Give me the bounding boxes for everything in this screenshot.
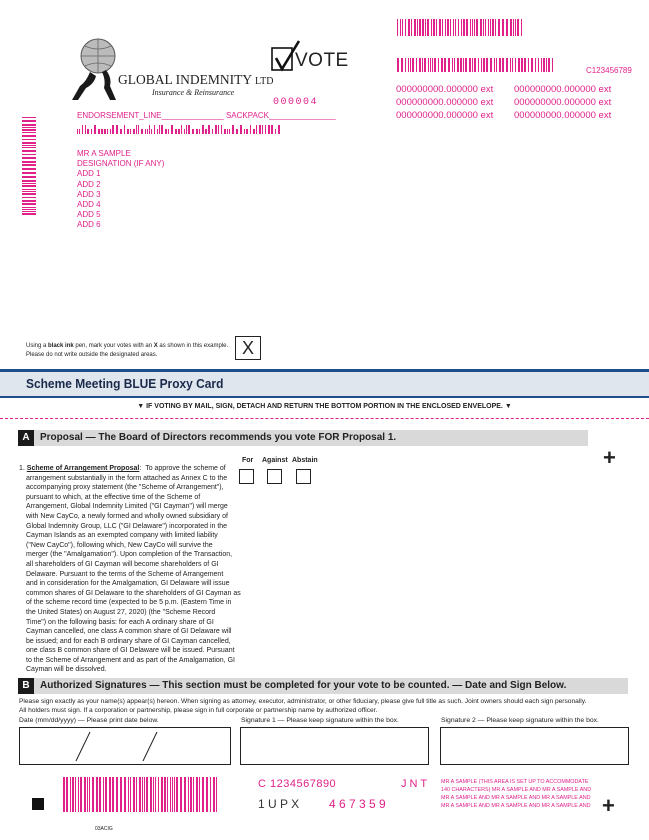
proposal-line: Time") on the following basis: for each A ordinary share of GI	[26, 618, 214, 626]
address-line: ADD 4	[77, 200, 101, 210]
vote-logo	[271, 40, 349, 74]
proposal-line: Delaware. Pursuant to the terms of the Scheme of Arrangement	[26, 570, 224, 578]
footer-control: C 1234567890	[258, 778, 337, 790]
address-line: ADD 5	[77, 210, 101, 220]
form-code: 03ACIG	[95, 826, 113, 832]
plus-mark-icon: +	[603, 445, 616, 470]
sequence-number: 000004	[273, 97, 319, 108]
address-line: DESIGNATION (IF ANY)	[77, 159, 165, 169]
section-b-letter: B	[18, 678, 34, 694]
down-triangle-icon: ▼	[504, 403, 512, 410]
ext-line: 000000000.000000 ext	[396, 110, 494, 121]
company-name: GLOBAL INDEMNITY	[118, 72, 252, 87]
against-checkbox[interactable]	[267, 469, 282, 484]
side-barcode	[22, 117, 36, 217]
ext-line: 000000000.000000 ext	[396, 97, 494, 108]
control-code: C123456789	[586, 66, 632, 75]
signature-instructions: Please sign exactly as your name(s) appear(s) hereon. When signing as attorney, executor, administrator, or other fiduciary, please give full title as such. Joint owners should each sign personally. All holders must sign. If a corporation or partnership, please sign in full corporate or partnership name by authorized officer.	[19, 698, 587, 714]
proposal-line: to the Scheme of Arrangement and as part of the Amalgamation, GI	[26, 656, 235, 664]
proposal-line: Cayman Islands as an exempted company with limited liability	[26, 532, 218, 540]
section-b-header	[18, 678, 628, 694]
top-barcode-1	[397, 19, 524, 36]
footer-code: 1 U P X	[258, 797, 300, 811]
company-logo	[66, 36, 296, 106]
proposal-line: all shareholders of GI Cayman will become shareholders of GI	[26, 560, 219, 568]
section-b-title: Authorized Signatures — This section must be completed for your vote to be counted. — Date and Sign Below.	[40, 680, 567, 691]
proposal-line: ("New CayCo"), following which, New CayCo will survive the	[26, 541, 213, 549]
proposal-line: merger (the "Amalgamation"). Upon completion of the Transaction,	[26, 551, 233, 559]
date-label: Date (mm/dd/yyyy) — Please print date below.	[19, 717, 159, 724]
ext-line: 000000000.000000 ext	[514, 110, 612, 121]
proposal-line: Cayman cancelled, one class A common share of GI Delaware will	[26, 628, 232, 636]
footer-sample-text: MR A SAMPLE (THIS AREA IS SET UP TO ACCOMMODATE 140 CHARACTERS) MR A SAMPLE AND MR A SAMPLE AND MR A SAMPLE AND MR A SAMPLE AND MR A SAMPLE AND MR A SAMPLE AND MR A SAMPLE AND MR A SAMPLE AND	[441, 779, 592, 809]
top-barcode-2	[397, 58, 554, 72]
footer-number: 4 6 7 3 5 9	[329, 797, 386, 811]
example-mark-box	[235, 336, 261, 360]
proposal-1-text: 1. Scheme of Arrangement Proposal: To approve the scheme of arrangement substantially in the form attached as Annex C to the accompanying proxy statement (the "Scheme of Arrangement"), pursuant to which, at the effective time of the Scheme of Arrangement, Global Indemnity Limited ("GI Cayman") will merge with New CayCo, a newly formed and wholly owned subsidiary of Global Indemnity Group, LLC ("GI Delaware") incorporated in the Cayman Islands as an exempted company with limited liability ("New CayCo"), following which, New CayCo will survive the merger (the "Amalgamation"). Upon completion of the Transaction, all shareholders of GI Cayman will become shareholders of GI Delaware. Pursuant to the terms of the Scheme of Arrangement and in consideration for the Amalgamation, GI Delaware will issue common shares of GI Delaware to the shareholders of GI Cayman as of the scheme record time (expected to be 5 p.m. (Eastern Time in the United States) on August 27, 2020) (the "Scheme Record Time") on the following basis: for each A ordinary share of GI Cayman cancelled, one class A common share of GI Delaware will be issued; and for each B ordinary share of GI Cayman cancelled, one class B common share of GI Delaware will be issued. Pursuant to the Scheme of Arrangement and as part of the Amalgamation, GI Cayman will be dissolved.	[19, 465, 241, 674]
footer-barcode	[63, 777, 219, 812]
section-a-title: Proposal — The Board of Directors recommends you vote FOR Proposal 1.	[40, 432, 397, 443]
vote-text: VOTE	[295, 50, 349, 71]
example-x-mark: X	[241, 338, 254, 358]
sig2-label: Signature 2 — Please keep signature within the box.	[441, 717, 599, 724]
address-line: ADD 1	[77, 169, 101, 179]
for-checkbox[interactable]	[239, 469, 254, 484]
registration-square	[32, 798, 44, 810]
detach-notice: ▼ IF VOTING BY MAIL, SIGN, DETACH AND RETURN THE BOTTOM PORTION IN THE ENCLOSED ENVELOPE. ▼	[137, 403, 512, 410]
ext-line: 000000000.000000 ext	[514, 84, 612, 95]
proposal-line: and in consideration for the Amalgamation, GI Delaware will issue	[26, 580, 230, 588]
company-suffix: LTD	[254, 76, 274, 87]
address-line: MR A SAMPLE	[77, 149, 131, 158]
down-triangle-icon: ▼	[137, 403, 145, 410]
proposal-line: Arrangement, Global Indemnity Limited ("GI Cayman") will merge	[26, 503, 228, 511]
ext-line: 000000000.000000 ext	[514, 97, 612, 108]
proposal-line: Global Indemnity Group, LLC ("GI Delaware") incorporated in the	[26, 522, 228, 530]
address-block	[77, 149, 164, 231]
address-line: ADD 6	[77, 220, 101, 230]
ink-instructions: Using a black ink pen, mark your votes with an X as shown in this example. Please do not write outside the designated areas.	[26, 343, 229, 358]
signature-2-field[interactable]	[440, 727, 629, 765]
atlas-globe-icon	[66, 36, 126, 104]
proposal-line: the United States) on August 27, 2020) (the "Scheme Record	[26, 608, 216, 616]
plus-mark-icon: +	[602, 793, 615, 818]
ext-line: 000000000.000000 ext	[396, 84, 494, 95]
address-line: ADD 3	[77, 189, 101, 199]
postal-barcode	[77, 125, 282, 134]
address-line: ADD 2	[77, 179, 101, 189]
proposal-line: Cayman will be dissolved.	[26, 666, 107, 674]
proposal-line: accompanying proxy statement (the "Scheme of Arrangement"),	[26, 484, 224, 492]
proposal-line: pursuant to which, at the effective time of the Scheme of	[26, 493, 201, 501]
section-a-header	[18, 430, 588, 446]
sig1-label: Signature 1 — Please keep signature within the box.	[241, 717, 399, 724]
col-against: Against	[262, 457, 288, 464]
proposal-line: common shares of GI Delaware to the shareholders of GI Cayman as	[26, 589, 241, 597]
proposal-line: with New CayCo, a newly formed and wholly owned subsidiary of	[26, 512, 228, 520]
col-for: For	[242, 457, 254, 464]
title-rule-bottom	[0, 396, 649, 398]
proposal-line: arrangement substantially in the form attached as Annex C to the	[26, 474, 228, 482]
proposal-line: of the scheme record time (expected to be 5 p.m. (Eastern Time in	[26, 599, 232, 607]
proposal-1-title: Scheme of Arrangement Proposal	[26, 465, 140, 472]
section-a-letter: A	[18, 430, 34, 446]
date-slashes	[20, 728, 230, 764]
col-abstain: Abstain	[292, 457, 318, 464]
date-field[interactable]	[19, 727, 231, 765]
card-title: Scheme Meeting BLUE Proxy Card	[26, 376, 224, 391]
proposal-line: be issued; and for each B ordinary share of GI Cayman cancelled,	[26, 637, 231, 645]
company-tagline: Insurance & Reinsurance	[152, 88, 235, 97]
proposal-line: one class B common share of GI Delaware will be issued. Pursuant	[26, 647, 235, 655]
signature-1-field[interactable]	[240, 727, 429, 765]
abstain-checkbox[interactable]	[296, 469, 311, 484]
detach-perforation	[0, 418, 649, 419]
endorsement-line: ENDORSEMENT_LINE______________ SACKPACK_______________	[77, 111, 336, 120]
footer-jnt: J N T	[401, 778, 428, 790]
